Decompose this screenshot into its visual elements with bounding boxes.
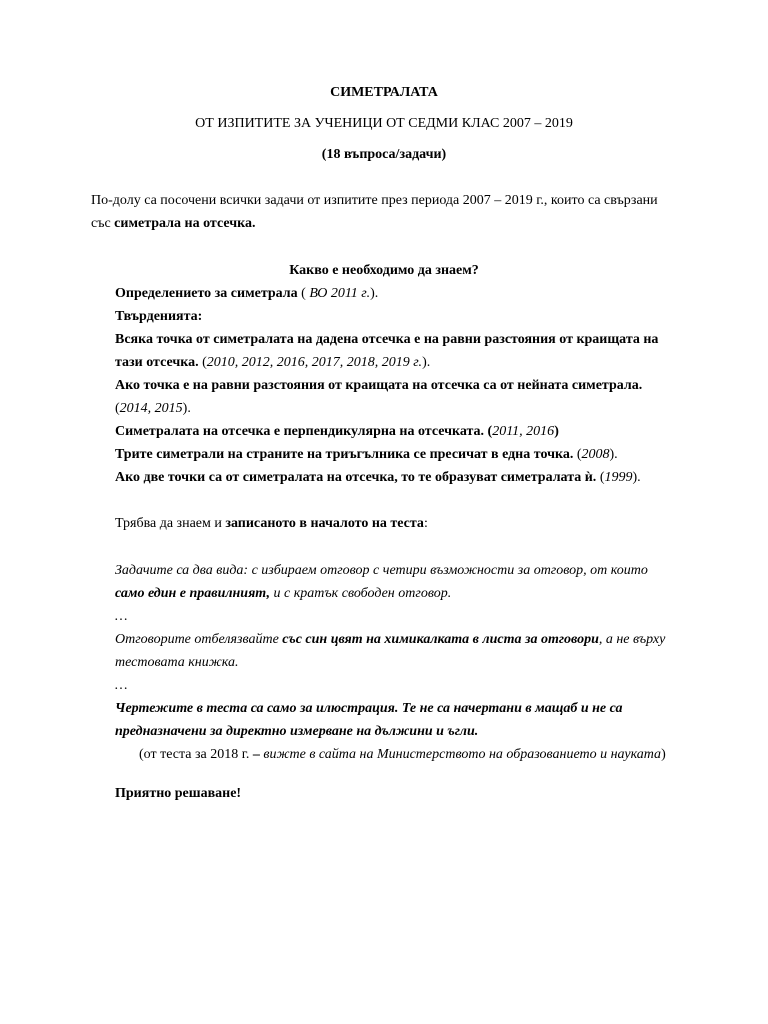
statement-1-tail: тази отсечка. — [115, 355, 199, 370]
statement-4 — [115, 446, 618, 464]
quote-2-end: , а не върху — [598, 632, 666, 647]
definition-close: ). — [370, 286, 379, 301]
statement-4-close: ). — [609, 447, 618, 462]
closing-line: Приятно решаване! — [115, 786, 242, 801]
quote-3-line-2: предназначени за директно измерване на дължини и ъгли. — [115, 724, 479, 739]
definition-open: ( — [297, 286, 310, 301]
definition-years: ВО 2011 г. — [309, 286, 371, 301]
ellipsis-2: … — [115, 678, 128, 693]
source-reference: вижте в сайта на Министерството на образованието и науката — [259, 747, 662, 762]
statement-5-text: Ако две точки са от симетралата на отсечка, то те образуват симетралата ѝ. — [115, 470, 597, 485]
definition-line — [115, 285, 378, 303]
need-to-know-heading: Какво е необходимо да знаем? — [289, 263, 479, 278]
quote-2-emphasis: със син цвят на химикалката в листа за отговори — [282, 632, 599, 647]
statement-4-open: ( — [573, 447, 582, 462]
definition-label: Определението за симетрала — [115, 286, 298, 301]
intro-line-2 — [91, 215, 255, 233]
know-from-test-line — [115, 515, 428, 533]
statement-2-line-2 — [115, 400, 191, 418]
statement-3-text: Симетралата на отсечка е перпендикулярна на отсечката. ( — [115, 424, 493, 439]
know-suffix: : — [423, 516, 428, 531]
statement-5-years: 1999 — [604, 470, 633, 485]
statement-1-line-1: Всяка точка от симетралата на дадена отсечка е на равни разстояния от краищата на — [115, 332, 659, 347]
statement-1-close: ). — [422, 355, 431, 370]
know-prefix: Трябва да знаем и — [115, 516, 226, 531]
quote-1-line-2 — [115, 585, 451, 603]
statement-3-years: 2011, 2016 — [492, 424, 555, 439]
quote-2-start: Отговорите отбелязвайте — [115, 632, 283, 647]
statement-5-close: ). — [632, 470, 641, 485]
quote-1-emphasis: само един е правилният, — [115, 586, 271, 601]
know-emphasis: записаното в началото на теста — [225, 516, 424, 531]
source-dash: – — [252, 747, 260, 762]
ellipsis-1: … — [115, 609, 128, 624]
statement-3-close: ) — [554, 424, 559, 439]
statement-2-open: ( — [115, 401, 120, 416]
source-close: ) — [661, 747, 666, 762]
quote-1-line-1: Задачите са два вида: с избираем отговор с четири възможности за отговор, от които — [115, 563, 648, 578]
statement-2-close: ). — [182, 401, 191, 416]
statement-1-open: ( — [198, 355, 207, 370]
quote-2-line-2: тестовата книжка. — [115, 655, 239, 670]
quote-3-line-1: Чертежите в теста са само за илюстрация. Те не са начертани в мащаб и не са — [115, 701, 623, 716]
document-subtitle: ОТ ИЗПИТИТЕ ЗА УЧЕНИЦИ ОТ СЕДМИ КЛАС 2007 – 2019 — [195, 116, 573, 131]
statement-1-years: 2010, 2012, 2016, 2017, 2018, 2019 г. — [206, 355, 423, 370]
statement-4-years: 2008 — [581, 447, 610, 462]
question-count: (18 въпроса/задачи) — [321, 147, 447, 162]
quote-2-line-1 — [115, 631, 665, 649]
intro-line-1: По-долу са посочени всички задачи от изпитите през периода 2007 – 2019 г., които са свързани — [91, 193, 658, 208]
intro-prefix: със — [91, 216, 115, 231]
source-prefix: (от теста за 2018 г. — [139, 747, 253, 762]
document-title: СИМЕТРАЛАТА — [330, 85, 438, 100]
statement-2-years: 2014, 2015 — [119, 401, 183, 416]
statement-5-open: ( — [596, 470, 605, 485]
quote-1-rest: и с кратък свободен отговор. — [270, 586, 452, 601]
statement-1-line-2 — [115, 354, 430, 372]
statements-heading: Твърденията: — [115, 309, 203, 324]
statement-2-line-1: Ако точка е на равни разстояния от краищата на отсечка са от нейната симетрала. — [115, 378, 643, 393]
statement-4-text: Трите симетрали на страните на триъгълника се пресичат в една точка. — [115, 447, 574, 462]
statement-5 — [115, 469, 641, 487]
intro-topic: симетрала на отсечка. — [114, 216, 256, 231]
source-note — [139, 746, 666, 764]
statement-3 — [115, 423, 559, 441]
